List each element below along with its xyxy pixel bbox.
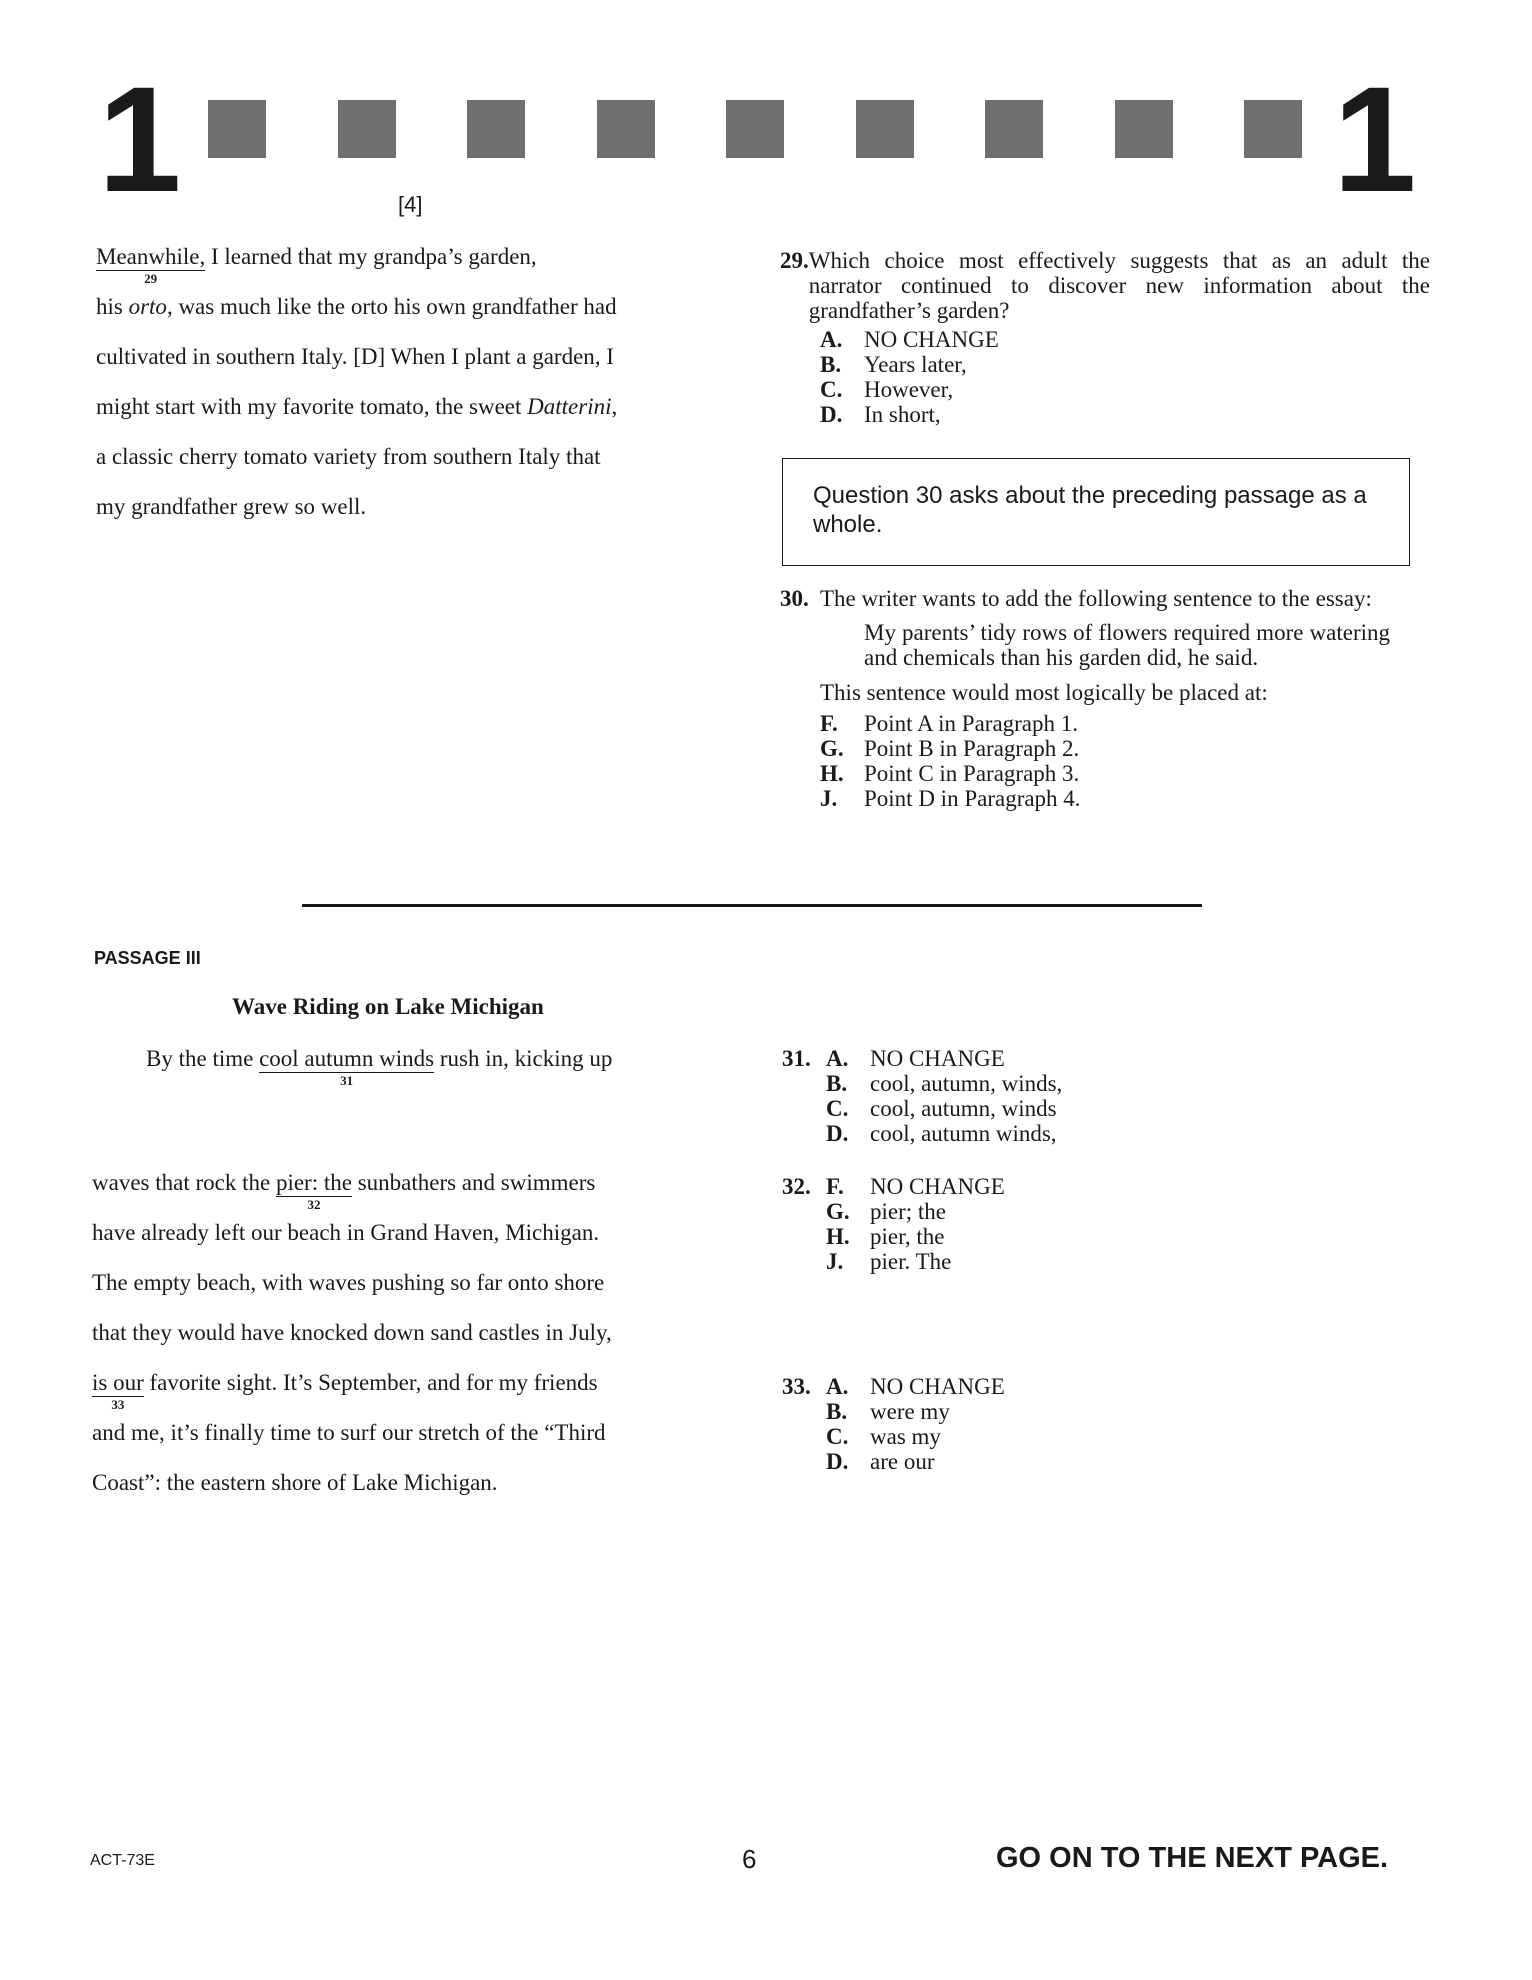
passage-line: [96, 394, 736, 444]
choice-text: was my: [870, 1424, 941, 1449]
passage-line: [96, 244, 736, 294]
passage-label: PASSAGE III: [94, 948, 201, 968]
choice-letter: G.: [820, 736, 844, 761]
page-number: 6: [742, 1844, 757, 1874]
line-text: I learned that my grandpa’s garden,: [205, 244, 537, 269]
line-text: my grandfather grew so well.: [96, 494, 367, 519]
choice-text: Years later,: [864, 352, 967, 377]
question-reference-number: 32: [307, 1197, 321, 1212]
question-32: [782, 1174, 1182, 1274]
passage-3-text: [92, 1170, 752, 1520]
choice-text: NO CHANGE: [870, 1046, 1005, 1071]
choice-text: NO CHANGE: [864, 327, 999, 352]
choice-letter: A.: [820, 327, 843, 352]
passage-line: [92, 1270, 752, 1320]
question-29: [780, 248, 1430, 427]
underlined-portion: [92, 1370, 144, 1412]
choice-text: were my: [870, 1399, 950, 1424]
question-text: The writer wants to add the following sentence to the essay:: [820, 586, 1372, 611]
choice-text: cool, autumn, winds: [870, 1096, 1057, 1121]
answer-choices: [826, 1174, 1005, 1274]
section-marker-block: [1244, 100, 1302, 158]
choice-letter: F.: [820, 711, 838, 736]
question-text: Which choice most effectively suggests that as an adult the narrator continued to discover new information about the grandfather’s garden?: [808, 248, 1430, 323]
choice-letter: J.: [820, 786, 838, 811]
choice-letter: G.: [826, 1199, 850, 1224]
choice-letter: B.: [820, 352, 842, 377]
note-text: Question 30 asks about the preceding passage as a whole.: [813, 482, 1367, 538]
question-number: 32.: [782, 1174, 811, 1199]
passage-line: [92, 1170, 752, 1220]
answer-choice[interactable]: [820, 352, 1430, 377]
line-text: ,: [611, 394, 618, 419]
choice-letter: F.: [826, 1174, 844, 1199]
choice-text: Point C in Paragraph 3.: [864, 761, 1080, 786]
answer-choice[interactable]: [826, 1399, 1005, 1424]
passage-line: [92, 1320, 752, 1370]
line-text: a classic cherry tomato variety from southern Italy that: [96, 444, 601, 469]
choice-letter: B.: [826, 1071, 848, 1096]
line-text: and me, it’s finally time to surf our stretch of the “Third: [92, 1420, 606, 1445]
choice-letter: A.: [826, 1374, 849, 1399]
answer-choices: [826, 1374, 1005, 1474]
answer-choice[interactable]: [826, 1174, 1005, 1199]
answer-choice[interactable]: [820, 402, 1430, 427]
choice-letter: H.: [826, 1224, 850, 1249]
answer-choice[interactable]: [820, 327, 1430, 352]
answer-choice[interactable]: [820, 711, 1430, 736]
answer-choice[interactable]: [826, 1199, 1005, 1224]
choice-letter: C.: [826, 1096, 849, 1121]
question-30: [780, 586, 1430, 811]
section-marker-block: [1115, 100, 1173, 158]
choice-text: However,: [864, 377, 954, 402]
italic-word: orto: [128, 294, 167, 319]
choice-letter: D.: [826, 1449, 849, 1474]
line-text: have already left our beach in Grand Haven, Michigan.: [92, 1220, 600, 1245]
choice-letter: A.: [826, 1046, 849, 1071]
choice-letter: D.: [820, 402, 843, 427]
line-text: rush in, kicking up: [434, 1046, 613, 1071]
choice-text: Point B in Paragraph 2.: [864, 736, 1080, 761]
choice-letter: J.: [826, 1249, 844, 1274]
passage-line: [96, 294, 736, 344]
line-text: cultivated in southern Italy. [D] When I plant a garden, I: [96, 344, 614, 369]
answer-choice[interactable]: [820, 736, 1430, 761]
question-reference-number: 33: [111, 1397, 125, 1412]
section-marker-block: [467, 100, 525, 158]
passage-line: [92, 1370, 752, 1420]
form-code: ACT-73E: [90, 1852, 155, 1869]
line-text: The empty beach, with waves pushing so far onto shore: [92, 1270, 605, 1295]
underlined-text: cool autumn winds: [259, 1046, 435, 1071]
question-number: 30.: [780, 586, 809, 611]
section-marker-block: [597, 100, 655, 158]
choice-text: Point D in Paragraph 4.: [864, 786, 1081, 811]
line-text: Coast”: the eastern shore of Lake Michigan.: [92, 1470, 498, 1495]
choice-text: cool, autumn, winds,: [870, 1071, 1063, 1096]
question-reference-number: 31: [340, 1073, 354, 1088]
answer-choice[interactable]: [820, 377, 1430, 402]
passage-divider: [302, 904, 1202, 907]
underlined-portion: [275, 1170, 352, 1212]
choice-letter: H.: [820, 761, 844, 786]
answer-choice[interactable]: [826, 1046, 1062, 1071]
question-number: 33.: [782, 1374, 811, 1399]
choice-text: pier, the: [870, 1224, 945, 1249]
answer-choice[interactable]: [826, 1096, 1062, 1121]
passage-line: [146, 1046, 766, 1096]
underlined-portion: [259, 1046, 435, 1088]
answer-choices: [820, 327, 1430, 427]
answer-choice[interactable]: [820, 786, 1430, 811]
section-marker-block: [338, 100, 396, 158]
underlined-portion: [96, 244, 206, 286]
question-30-note-box: [782, 458, 1410, 566]
answer-choice[interactable]: [826, 1449, 1005, 1474]
underlined-text: Meanwhile,: [96, 244, 206, 269]
passage-line: [96, 344, 736, 394]
answer-choices: [826, 1046, 1062, 1146]
passage-title: Wave Riding on Lake Michigan: [232, 994, 544, 1019]
line-text: , was much like the orto his own grandfather had: [166, 294, 617, 319]
passage-line: [92, 1420, 752, 1470]
answer-choice[interactable]: [826, 1071, 1062, 1096]
choice-text: pier. The: [870, 1249, 952, 1274]
question-number: 29.: [780, 248, 809, 273]
passage-line: [92, 1220, 752, 1270]
question-33: [782, 1374, 1182, 1474]
section-marker-block: [726, 100, 784, 158]
choice-text: NO CHANGE: [870, 1374, 1005, 1399]
section-number-right: 1: [1333, 55, 1417, 223]
answer-choice[interactable]: [826, 1224, 1005, 1249]
choice-text: In short,: [864, 402, 941, 427]
answer-choice[interactable]: [820, 761, 1430, 786]
passage-line: [92, 1470, 752, 1520]
line-text: By the time: [146, 1046, 260, 1071]
answer-choices: [820, 711, 1430, 811]
question-31: [782, 1046, 1182, 1146]
section-number-left: 1: [98, 55, 182, 223]
line-text: might start with my favorite tomato, the sweet: [96, 394, 528, 419]
answer-choice[interactable]: [826, 1374, 1005, 1399]
line-text: favorite sight. It’s September, and for my friends: [143, 1370, 598, 1395]
quoted-sentence: My parents’ tidy rows of flowers required more watering and chemicals than his garden did, he said.: [864, 620, 1390, 670]
line-text: waves that rock the: [92, 1170, 276, 1195]
choice-letter: C.: [826, 1424, 849, 1449]
question-prompt: This sentence would most logically be placed at:: [820, 680, 1268, 705]
answer-choice[interactable]: [826, 1424, 1005, 1449]
choice-letter: D.: [826, 1121, 849, 1146]
section-marker-block: [208, 100, 266, 158]
italic-word: Datterini: [527, 394, 612, 419]
question-reference-number: 29: [144, 271, 158, 286]
answer-choice[interactable]: [826, 1121, 1062, 1146]
section-marker-block: [856, 100, 914, 158]
choice-letter: C.: [820, 377, 843, 402]
passage-2-text: [96, 244, 736, 544]
passage-line: [96, 494, 736, 544]
choice-text: are our: [870, 1449, 935, 1474]
section-marker-block: [985, 100, 1043, 158]
underlined-text: is our: [92, 1370, 144, 1395]
choice-text: pier; the: [870, 1199, 946, 1224]
answer-choice[interactable]: [826, 1249, 1005, 1274]
line-text: that they would have knocked down sand castles in July,: [92, 1320, 612, 1345]
passage-3-first-line: [146, 1046, 766, 1096]
paragraph-label: [4]: [398, 192, 423, 217]
line-text: sunbathers and swimmers: [351, 1170, 596, 1195]
go-on-notice: GO ON TO THE NEXT PAGE.: [996, 1842, 1389, 1874]
underlined-text: pier: the: [275, 1170, 352, 1195]
choice-text: cool, autumn winds,: [870, 1121, 1057, 1146]
choice-text: NO CHANGE: [870, 1174, 1005, 1199]
choice-letter: B.: [826, 1399, 848, 1424]
passage-line: [96, 444, 736, 494]
question-number: 31.: [782, 1046, 811, 1071]
line-text: his: [96, 294, 129, 319]
choice-text: Point A in Paragraph 1.: [864, 711, 1079, 736]
